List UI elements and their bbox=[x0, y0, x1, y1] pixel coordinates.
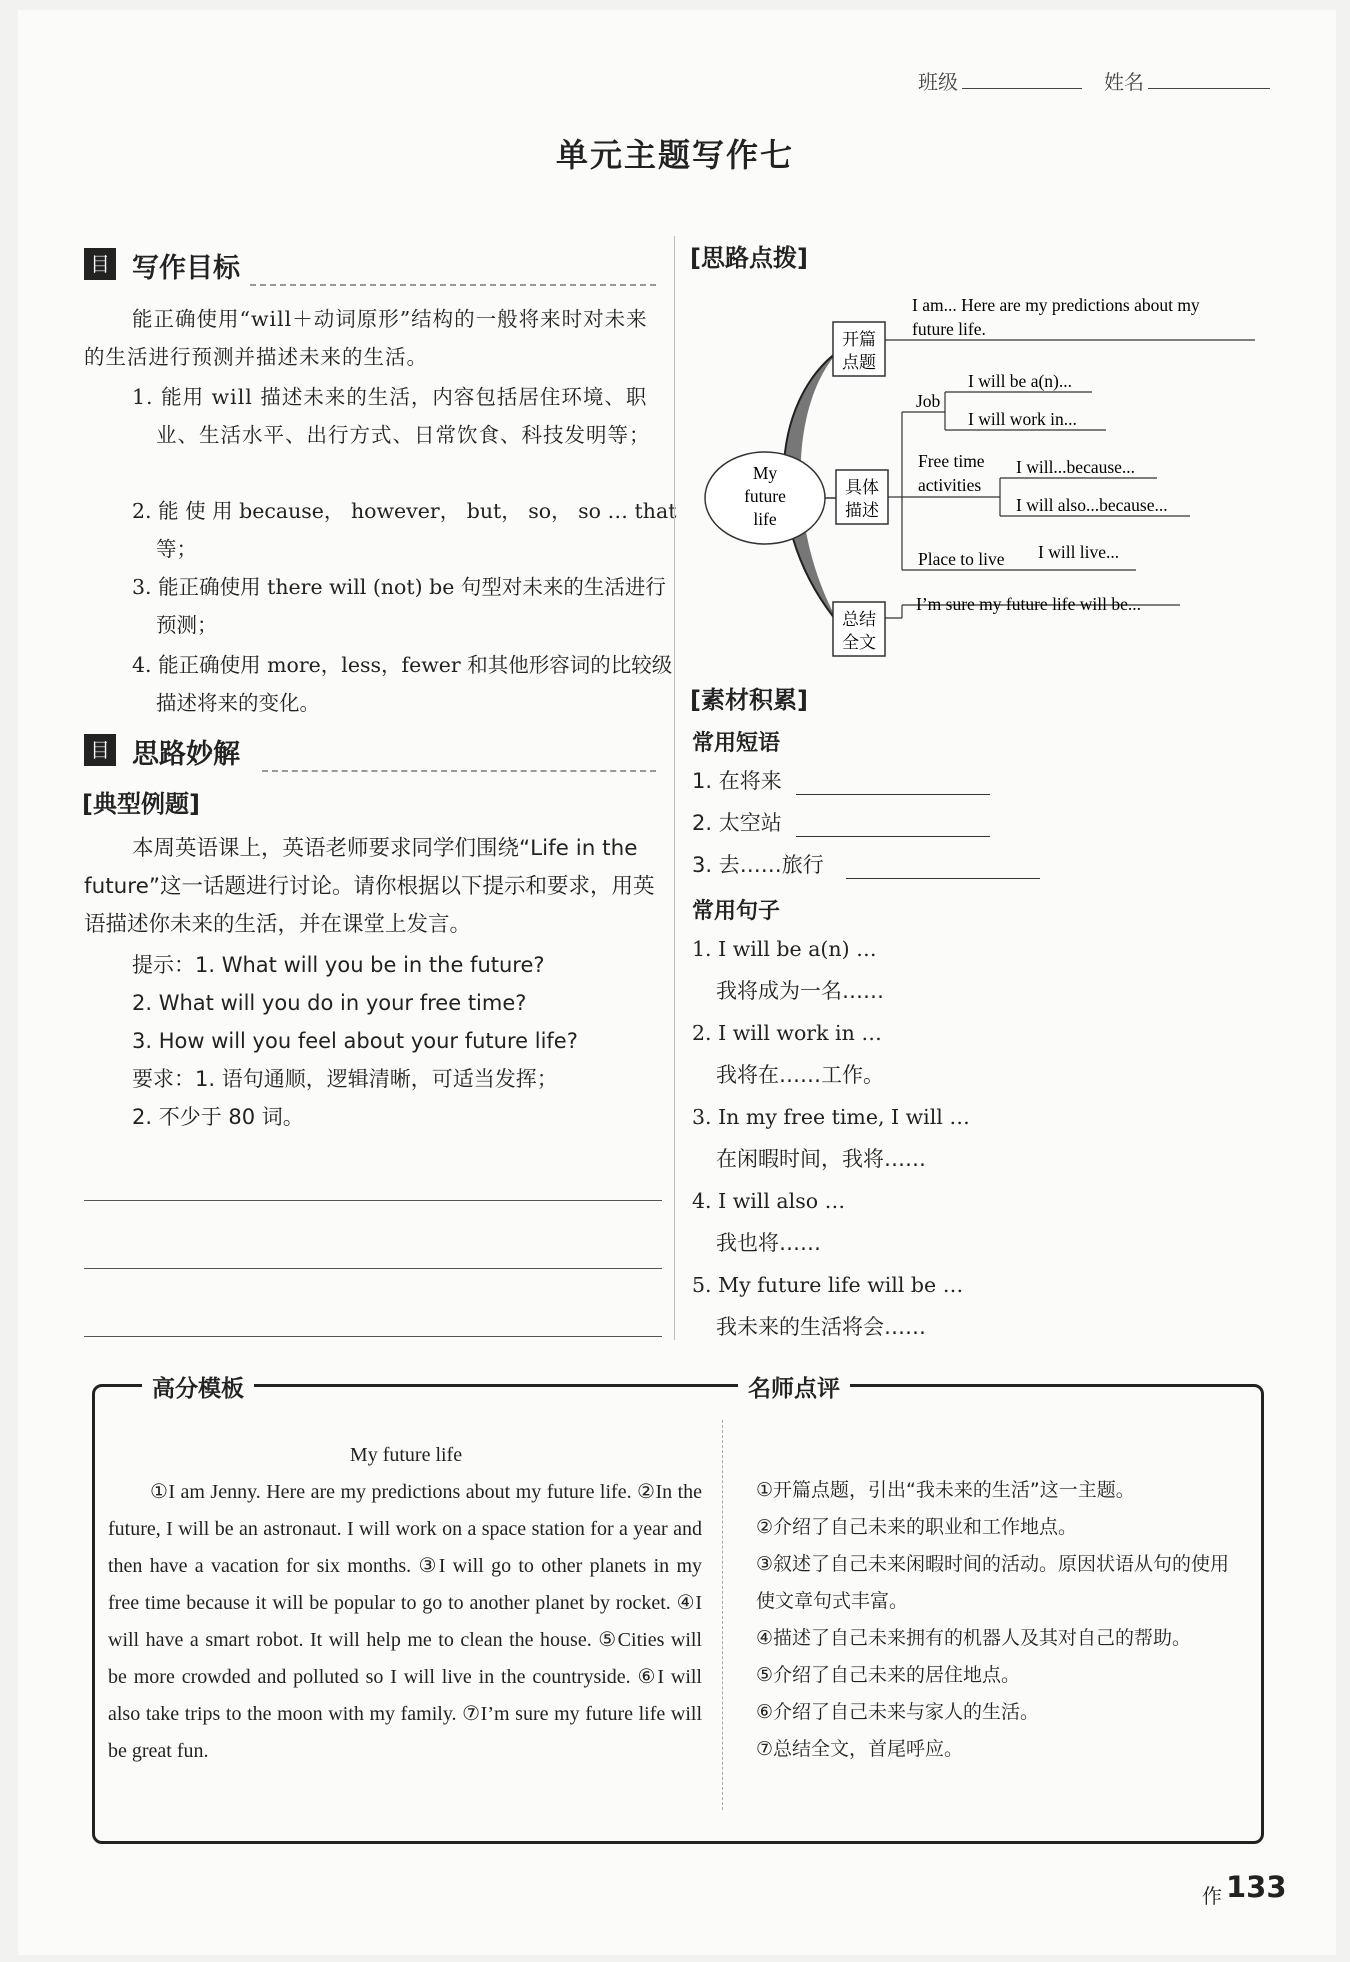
name-field[interactable] bbox=[1148, 66, 1270, 89]
sentence-4-en: 4. I will also … bbox=[692, 1189, 846, 1213]
free-2: I will also...because... bbox=[1016, 495, 1168, 515]
open-text-2: future life. bbox=[912, 319, 986, 339]
name-label: 姓名 bbox=[1104, 70, 1144, 94]
sentence-5-zh: 我未来的生活将会…… bbox=[716, 1315, 926, 1339]
phrase-1-answer[interactable] bbox=[796, 794, 990, 795]
job-1: I will be a(n)... bbox=[968, 371, 1072, 391]
phrase-3: 3. 去……旅行 bbox=[692, 853, 824, 877]
class-label: 班级 bbox=[918, 70, 958, 94]
answer-line[interactable] bbox=[84, 1336, 662, 1337]
phrases-heading: 常用短语 bbox=[692, 731, 781, 756]
material-heading: [素材积累] bbox=[690, 686, 808, 714]
place-label: Place to live bbox=[918, 549, 1005, 569]
page-number: 133 bbox=[1226, 1870, 1287, 1904]
sentence-5-en: 5. My future life will be … bbox=[692, 1273, 964, 1297]
free-1: I will...because... bbox=[1016, 457, 1136, 477]
phrase-2: 2. 太空站 bbox=[692, 811, 782, 835]
center-label-2: future bbox=[744, 486, 786, 506]
sentence-4-zh: 我也将…… bbox=[716, 1231, 821, 1255]
class-field[interactable] bbox=[962, 66, 1082, 89]
hint-2: 2. What will you do in your free time? bbox=[132, 991, 527, 1015]
center-label-1: My bbox=[752, 463, 778, 483]
goal-item-3: 3. 能正确使用 there will (not) be 句型对未来的生活进行预测； bbox=[132, 575, 666, 637]
method-heading: 思路妙解 bbox=[132, 739, 240, 770]
column-divider bbox=[674, 236, 675, 1340]
template-label: 高分模板 bbox=[142, 1370, 254, 1403]
answer-line[interactable] bbox=[84, 1268, 662, 1269]
phrase-2-answer[interactable] bbox=[796, 836, 990, 837]
place-1: I will live... bbox=[1038, 542, 1120, 562]
hint-3: 3. How will you feel about your future life? bbox=[132, 1029, 578, 1053]
branch-open-2: 点题 bbox=[842, 353, 876, 373]
phrase-3-answer[interactable] bbox=[846, 878, 1040, 879]
essay-title: My future life bbox=[349, 1444, 463, 1466]
goal-intro: 能正确使用“will＋动词原形”结构的一般将来时对未来的生活进行预测并描述未来的生活。 bbox=[84, 307, 648, 369]
branch-body-1: 具体 bbox=[845, 478, 879, 498]
free-label-1: Free time bbox=[918, 451, 985, 471]
example-prompt: 本周英语课上，英语老师要求同学们围绕“Life in the future”这一话题进行讨论。请你根据以下提示和要求，用英语描述你未来的生活，并在课堂上发言。 bbox=[84, 836, 655, 937]
comment-2: ②介绍了自己未来的职业和工作地点。 bbox=[756, 1516, 1078, 1538]
mindmap-heading: [思路点拨] bbox=[690, 244, 808, 272]
divider bbox=[250, 284, 656, 286]
sentence-2-en: 2. I will work in … bbox=[692, 1021, 882, 1045]
sentence-2-zh: 我将在……工作。 bbox=[716, 1063, 884, 1087]
goal-heading: 写作目标 bbox=[132, 253, 240, 284]
goal-item-4: 4. 能正确使用 more，less，fewer 和其他形容词的比较级描述将来的变化。 bbox=[132, 653, 673, 715]
requirement-1: 要求：1. 语句通顺，逻辑清晰，可适当发挥； bbox=[132, 1067, 558, 1091]
divider bbox=[262, 770, 656, 772]
hint-1: 提示：1. What will you be in the future? bbox=[132, 953, 545, 977]
job-2: I will work in... bbox=[968, 409, 1077, 429]
sentence-1-en: 1. I will be a(n) … bbox=[692, 937, 877, 961]
sentence-3-zh: 在闲暇时间，我将…… bbox=[716, 1147, 926, 1171]
comment-4: ④描述了自己未来拥有的机器人及其对自己的帮助。 bbox=[756, 1627, 1192, 1649]
center-label-3: life bbox=[753, 509, 777, 529]
review-label: 名师点评 bbox=[738, 1370, 850, 1403]
end-text: I’m sure my future life will be... bbox=[916, 594, 1142, 614]
answer-line[interactable] bbox=[84, 1200, 662, 1201]
branch-end-1: 总结 bbox=[842, 610, 876, 630]
page-title: 单元主题写作七 bbox=[555, 136, 794, 174]
section-icon: 目 bbox=[84, 248, 116, 280]
sentence-3-en: 3. In my free time, I will … bbox=[692, 1105, 970, 1129]
mind-map bbox=[690, 280, 1270, 660]
job-label: Job bbox=[916, 391, 941, 411]
branch-body-2: 描述 bbox=[845, 501, 879, 521]
free-label-2: activities bbox=[918, 475, 982, 495]
branch-end-2: 全文 bbox=[842, 633, 876, 653]
essay-body: ①I am Jenny. Here are my predictions about my future life. ②In the future, I will be an astronaut. I will work on a space station for a year and then have a vacation for six months. ③I will go to other planets in my free time because it will be popular to go to another planet by rocket. ④I will have a smart robot. It will help me to clean the house. ⑤Cities will be more crowded and polluted so I will live in the countryside. ⑥I will also take trips to the moon with my family. ⑦I’m sure my future life will be great fun. bbox=[108, 1481, 702, 1762]
comment-5: ⑤介绍了自己未来的居住地点。 bbox=[756, 1664, 1021, 1686]
goal-item-1: 1. 能用 will 描述未来的生活，内容包括居住环境、职业、生活水平、出行方式、日常饮食、科技发明等； bbox=[132, 385, 651, 447]
comment-3: ③叙述了自己未来闲暇时间的活动。原因状语从句的使用使文章句式丰富。 bbox=[756, 1553, 1230, 1612]
sentences-heading: 常用句子 bbox=[692, 899, 781, 924]
requirement-2: 2. 不少于 80 词。 bbox=[132, 1105, 304, 1129]
example-heading: [典型例题] bbox=[82, 790, 200, 818]
open-text-1: I am... Here are my predictions about my bbox=[912, 295, 1200, 315]
footer-prefix: 作 bbox=[1202, 1884, 1222, 1908]
branch-open-1: 开篇 bbox=[842, 330, 876, 350]
box-divider bbox=[722, 1420, 723, 1810]
phrase-1: 1. 在将来 bbox=[692, 769, 782, 793]
sentence-1-zh: 我将成为一名…… bbox=[716, 979, 884, 1003]
section-icon: 目 bbox=[84, 734, 116, 766]
comment-6: ⑥介绍了自己未来与家人的生活。 bbox=[756, 1701, 1040, 1723]
comment-1: ①开篇点题，引出“我未来的生活”这一主题。 bbox=[756, 1479, 1135, 1501]
comment-7: ⑦总结全文，首尾呼应。 bbox=[756, 1738, 964, 1760]
goal-item-2: 2. 能 使 用 because， however， but， so， so … that 等； bbox=[132, 499, 677, 561]
